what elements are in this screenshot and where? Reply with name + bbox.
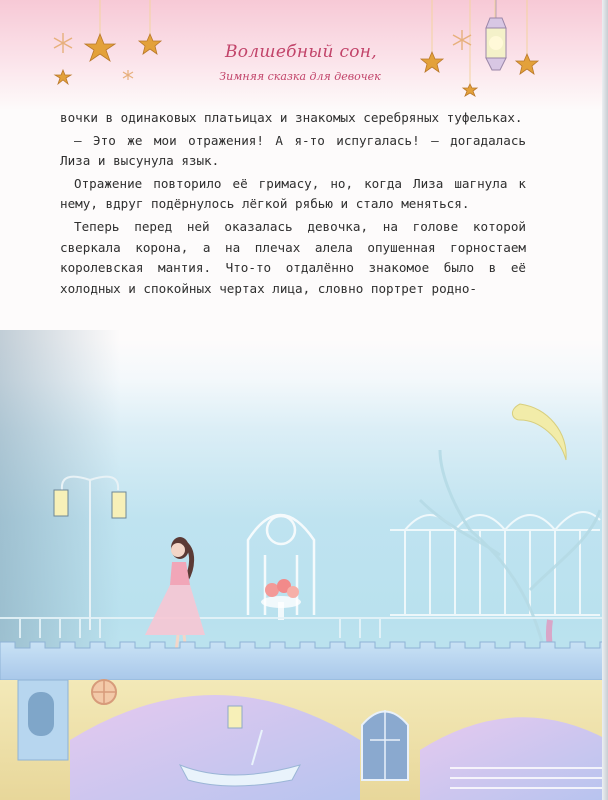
round-window (92, 680, 116, 704)
moon-icon (512, 404, 566, 460)
bridge-wall (0, 642, 608, 680)
illustration (0, 380, 608, 800)
story-text (60, 108, 526, 299)
girl-figure (145, 537, 205, 652)
star-icon (421, 52, 443, 72)
snowflake-icon (453, 30, 471, 50)
star-icon (85, 34, 115, 61)
bridge-railing (0, 618, 608, 638)
bridge-tower (18, 680, 68, 760)
star-icon (139, 34, 161, 54)
paragraph: Отражение повторило её гримасу, но, когда Лиза шагнула к нему, вдруг подёрнулось лёгкой рябью и стало меняться. (60, 175, 526, 212)
street-lamp (62, 477, 118, 630)
paragraph: — Это же мои отражения! А я-то испугалась! — догадалась Лиза и высунула язык. (60, 132, 526, 169)
snowflake-icon (54, 33, 72, 53)
snowflake-icon (123, 70, 133, 80)
lantern-icon (228, 706, 242, 728)
page-header (0, 0, 608, 105)
star-icon (55, 70, 71, 84)
book-subtitle: Зимняя сказка для девочек (219, 70, 381, 83)
star-icon (516, 54, 538, 74)
lantern-icon (486, 0, 506, 70)
page-edge (602, 0, 608, 800)
paragraph: вочки в одинаковых платьицах и знакомых серебряных туфельках. (60, 110, 523, 125)
iron-fence (390, 512, 600, 615)
star-icon (463, 84, 477, 96)
flower-bowl (261, 579, 301, 620)
paragraph: Теперь перед ней оказалась девочка, на голове которой сверкала корона, а на плечах алела опушенная горностаем королевская мантия. Что-то отдалённо знакомое было в её холодных и спокойных чертах лица, словно портрет родно- (60, 218, 526, 296)
bridge-door (362, 710, 408, 780)
book-title: Волшебный сон, (224, 42, 378, 62)
